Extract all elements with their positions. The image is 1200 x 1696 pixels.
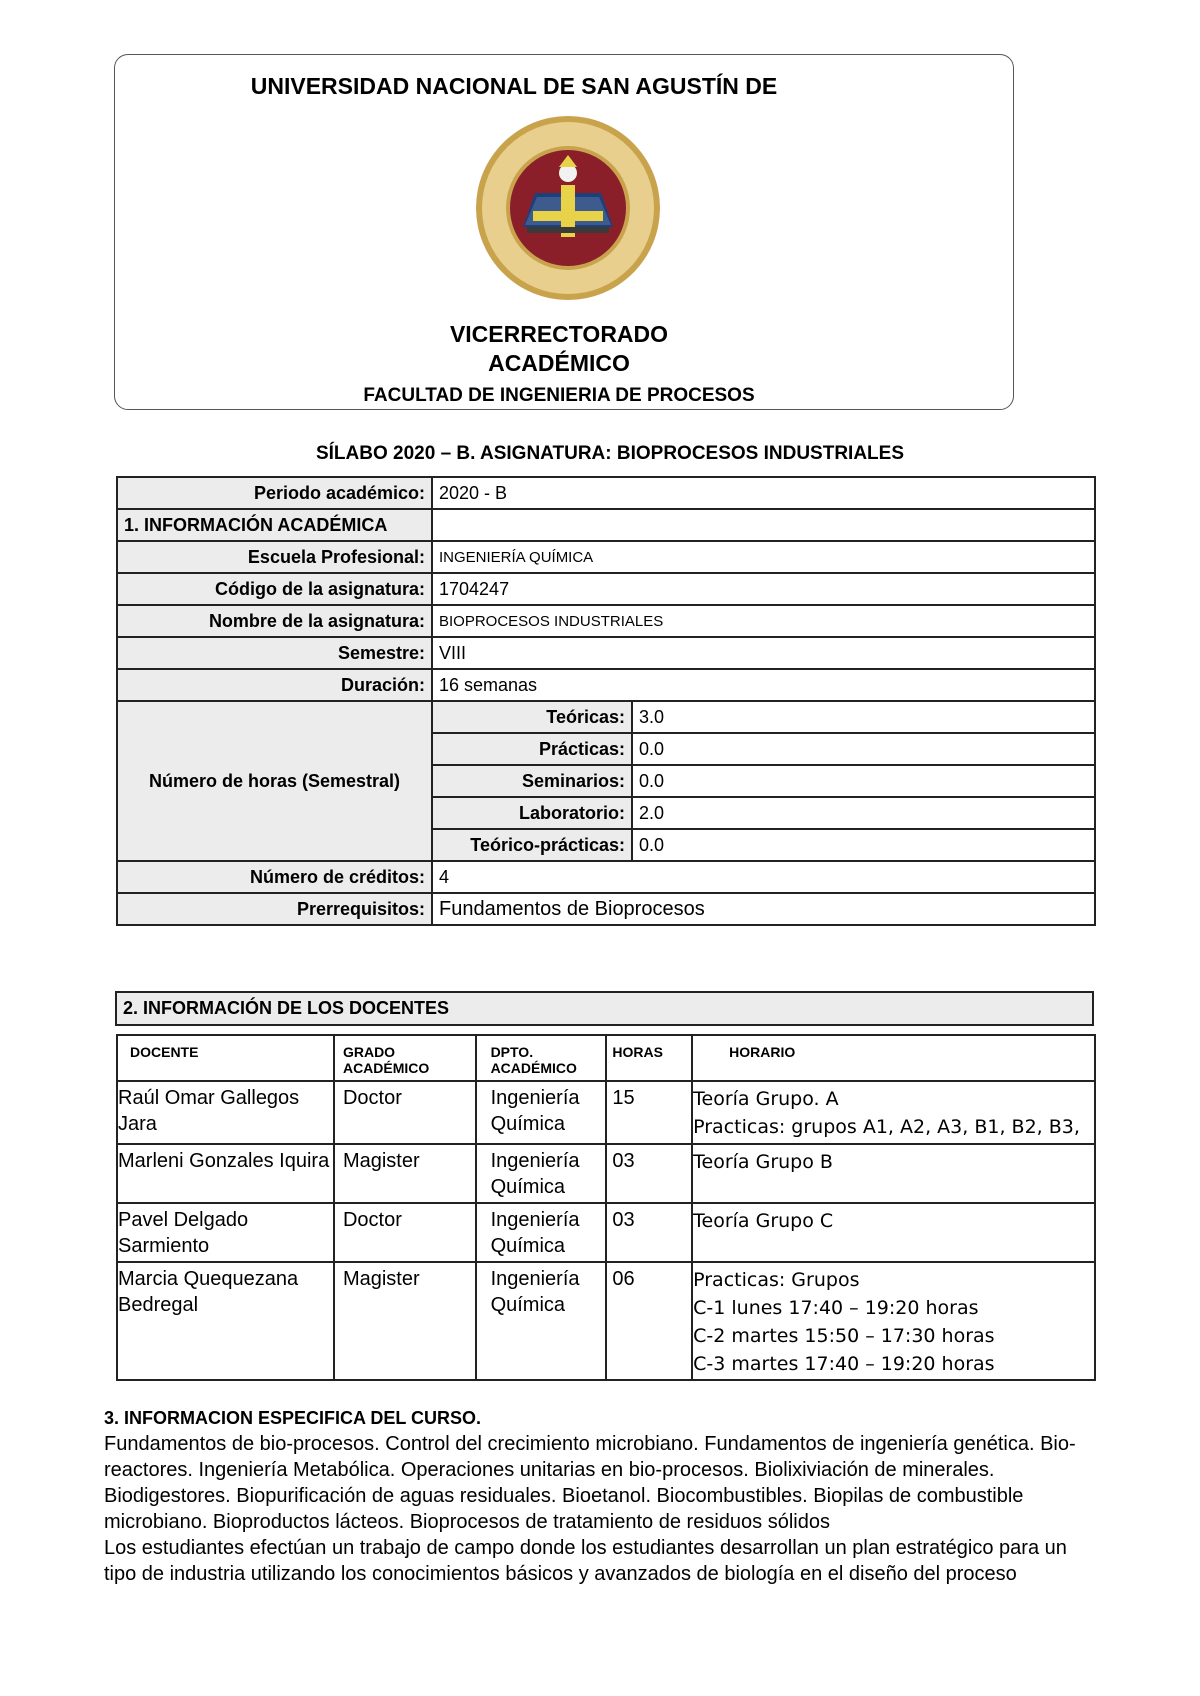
- table-row: [117, 573, 1095, 605]
- table-row: [117, 1262, 1095, 1380]
- academic-info-table: [116, 476, 1096, 926]
- table-row: [117, 637, 1095, 669]
- nombre-value: BIOPROCESOS INDUSTRIALES: [432, 605, 1095, 637]
- header-grado: GRADO ACADÉMICO: [334, 1035, 476, 1081]
- header-docente: DOCENTE: [117, 1035, 334, 1081]
- semestre-value: VIII: [432, 637, 1095, 669]
- docente-dpto: Ingeniería Química: [476, 1203, 607, 1262]
- syllabus-title: SÍLABO 2020 – B. ASIGNATURA: BIOPROCESOS INDUSTRIALES: [315, 443, 905, 464]
- section3-paragraph: Los estudiantes efectúan un trabajo de campo donde los estudiantes desarrollan un plan estratégico para un tipo de industria utilizando los conocimientos básicos y avanzados de biología en el diseño del proceso: [104, 1537, 1067, 1585]
- docente-horario: Teoría Grupo B: [692, 1144, 1095, 1203]
- duracion-label: Duración:: [117, 669, 432, 701]
- docente-grado: Doctor: [334, 1203, 476, 1262]
- nombre-label: Nombre de la asignatura:: [117, 605, 432, 637]
- teorico-practicas-value: 0.0: [632, 829, 1095, 861]
- docente-horas: 03: [606, 1144, 692, 1203]
- practicas-label: Prácticas:: [432, 733, 632, 765]
- prerreq-label: Prerrequisitos:: [117, 893, 432, 925]
- table-row: [117, 509, 1095, 541]
- docente-name: Marcia Quequezana Bedregal: [117, 1262, 334, 1380]
- header-box: [114, 54, 1014, 410]
- docente-name: Raúl Omar Gallegos Jara: [117, 1081, 334, 1144]
- teorico-practicas-label: Teórico-prácticas:: [432, 829, 632, 861]
- table-row: [117, 1081, 1095, 1144]
- table-row: [117, 477, 1095, 509]
- docente-horas: 03: [606, 1203, 692, 1262]
- docente-name: Pavel Delgado Sarmiento: [117, 1203, 334, 1262]
- section3-title: 3. INFORMACION ESPECIFICA DEL CURSO.: [104, 1408, 482, 1428]
- periodo-label: Periodo académico:: [117, 477, 432, 509]
- docente-horario: Practicas: Grupos C-1 lunes 17:40 – 19:20 horas C-2 martes 15:50 – 17:30 horas C-3 martes 17:40 – 19:20 horas: [692, 1262, 1095, 1380]
- table-header-row: [117, 1035, 1095, 1081]
- table-row: [117, 669, 1095, 701]
- periodo-value: 2020 - B: [432, 477, 1095, 509]
- horas-label: Número de horas (Semestral): [117, 701, 432, 861]
- docente-grado: Magister: [334, 1262, 476, 1380]
- table-row: [117, 605, 1095, 637]
- university-seal-icon: [475, 115, 661, 301]
- header-horario: HORARIO: [692, 1035, 1095, 1081]
- table-row: [117, 701, 1095, 733]
- seminarios-value: 0.0: [632, 765, 1095, 797]
- semestre-label: Semestre:: [117, 637, 432, 669]
- docente-dpto: Ingeniería Química: [476, 1144, 607, 1203]
- laboratorio-label: Laboratorio:: [432, 797, 632, 829]
- codigo-value: 1704247: [432, 573, 1095, 605]
- university-name: UNIVERSIDAD NACIONAL DE SAN AGUSTÍN DE: [250, 73, 778, 99]
- practicas-value: 0.0: [632, 733, 1095, 765]
- table-row: [117, 1144, 1095, 1203]
- codigo-label: Código de la asignatura:: [117, 573, 432, 605]
- section1-title: 1. INFORMACIÓN ACADÉMICA: [117, 509, 432, 541]
- header-horas: HORAS: [606, 1035, 692, 1081]
- vicerrectorado-title: VICERRECTORADO ACADÉMICO: [449, 321, 669, 376]
- docente-grado: Magister: [334, 1144, 476, 1203]
- section3-paragraph: Fundamentos de bio-procesos. Control del crecimiento microbiano. Fundamentos de ingeniería genética. Bio-reactores. Ingeniería Metabólica. Operaciones unitarias en bio-procesos. Biolixiviación de minerales. Biodigestores. Biopurificación de aguas residuales. Bioetanol. Biocombustibles. Biopilas de combustible microbiano. Bioproductos lácteos. Bioprocesos de tratamiento de residuos sólidos: [104, 1433, 1076, 1533]
- escuela-label: Escuela Profesional:: [117, 541, 432, 573]
- docente-horario: Teoría Grupo. A Practicas: grupos A1, A2, A3, B1, B2, B3,: [692, 1081, 1095, 1144]
- creditos-label: Número de créditos:: [117, 861, 432, 893]
- section2-title: 2. INFORMACIÓN DE LOS DOCENTES: [115, 991, 1094, 1026]
- duracion-value: 16 semanas: [432, 669, 1095, 701]
- laboratorio-value: 2.0: [632, 797, 1095, 829]
- docente-horas: 15: [606, 1081, 692, 1144]
- escuela-value: INGENIERÍA QUÍMICA: [432, 541, 1095, 573]
- table-row: [117, 1203, 1095, 1262]
- docente-grado: Doctor: [334, 1081, 476, 1144]
- section3: [104, 1405, 1104, 1587]
- docente-dpto: Ingeniería Química: [476, 1262, 607, 1380]
- faculty-name: FACULTAD DE INGENIERIA DE PROCESOS: [363, 385, 755, 406]
- docente-name: Marleni Gonzales Iquira: [117, 1144, 334, 1203]
- docente-horas: 06: [606, 1262, 692, 1380]
- docentes-table: [116, 1034, 1096, 1381]
- prerreq-value: Fundamentos de Bioprocesos: [432, 893, 1095, 925]
- teoricas-value: 3.0: [632, 701, 1095, 733]
- docente-dpto: Ingeniería Química: [476, 1081, 607, 1144]
- seminarios-label: Seminarios:: [432, 765, 632, 797]
- table-row: [117, 541, 1095, 573]
- header-dpto: DPTO. ACADÉMICO: [476, 1035, 607, 1081]
- docente-horario: Teoría Grupo C: [692, 1203, 1095, 1262]
- creditos-value: 4: [432, 861, 1095, 893]
- teoricas-label: Teóricas:: [432, 701, 632, 733]
- table-row: [117, 861, 1095, 893]
- table-row: [117, 893, 1095, 925]
